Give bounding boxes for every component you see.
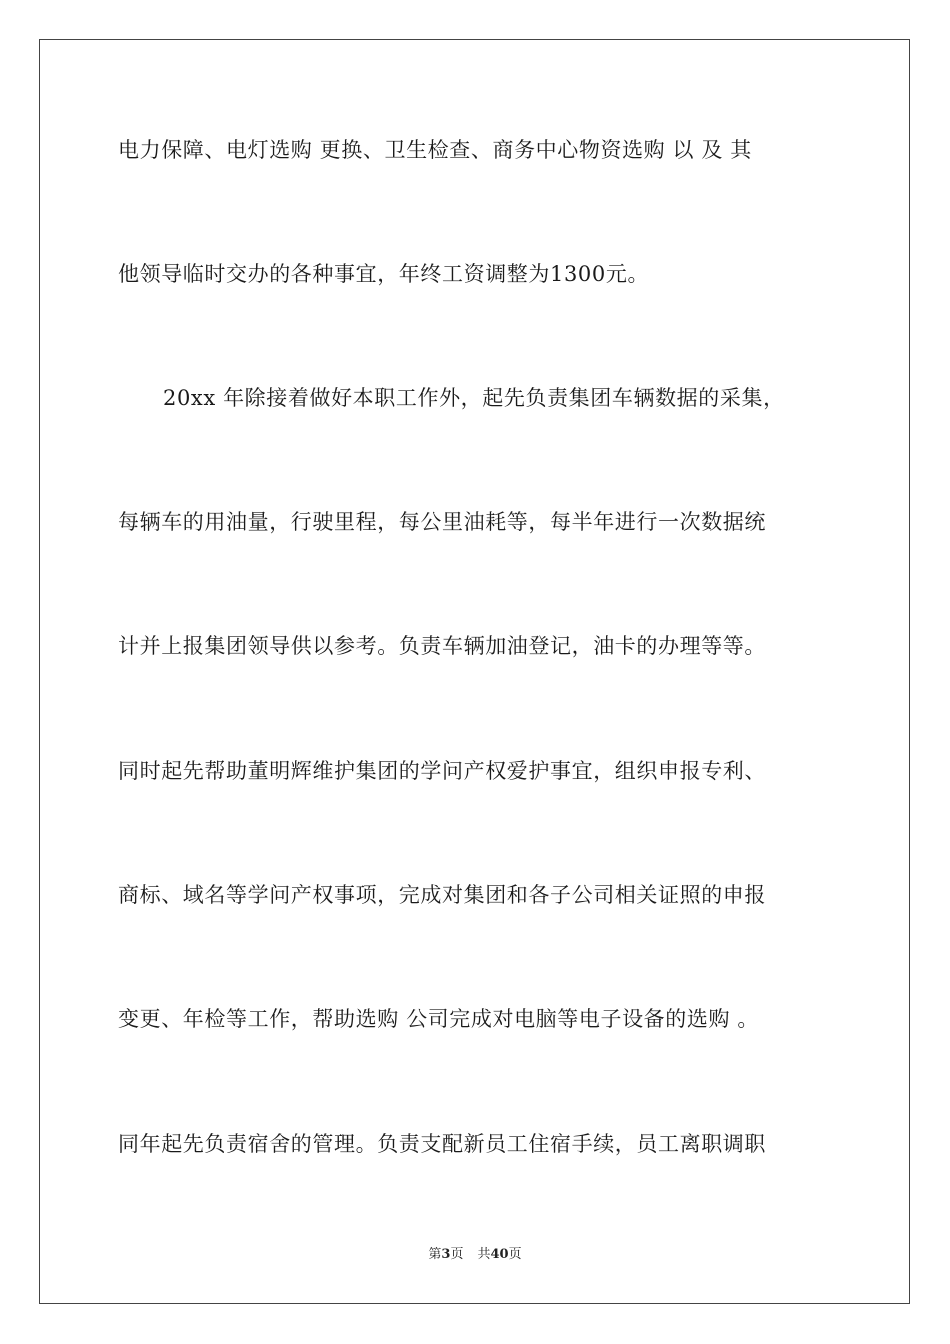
- paragraph-line-1: 电力保障、电灯选购 更换、卫生检查、商务中心物资选购 以 及 其: [118, 138, 752, 162]
- total-pages: 40: [490, 1247, 509, 1262]
- page-border: [39, 39, 910, 1304]
- paragraph-line-8: 变更、年检等工作，帮助选购 公司完成对电脑等电子设备的选购 。: [118, 1007, 759, 1031]
- paragraph-line-2: 他领导临时交办的各种事宜，年终工资调整为1300元。: [118, 262, 650, 286]
- page-footer: [0, 1246, 950, 1264]
- paragraph-line-9: 同年起先负责宿舍的管理。负责支配新员工住宿手续，员工离职调职: [118, 1132, 766, 1156]
- paragraph-line-4: 每辆车的用油量，行驶里程，每公里油耗等，每半年进行一次数据统: [118, 510, 766, 534]
- paragraph-line-3: 20xx 年除接着做好本职工作外，起先负责集团车辆数据的采集，: [163, 386, 785, 410]
- page-prefix: 第: [428, 1247, 442, 1262]
- total-suffix: 页: [508, 1247, 522, 1262]
- page-number: 3: [441, 1247, 451, 1262]
- page-suffix: 页: [450, 1247, 464, 1262]
- paragraph-line-7: 商标、域名等学问产权事项，完成对集团和各子公司相关证照的申报: [118, 883, 766, 907]
- paragraph-line-5: 计并上报集团领导供以参考。负责车辆加油登记，油卡的办理等等。: [118, 634, 766, 658]
- total-prefix: 共: [477, 1247, 491, 1262]
- paragraph-line-6: 同时起先帮助董明辉维护集团的学问产权爱护事宜，组织申报专利、: [118, 759, 766, 783]
